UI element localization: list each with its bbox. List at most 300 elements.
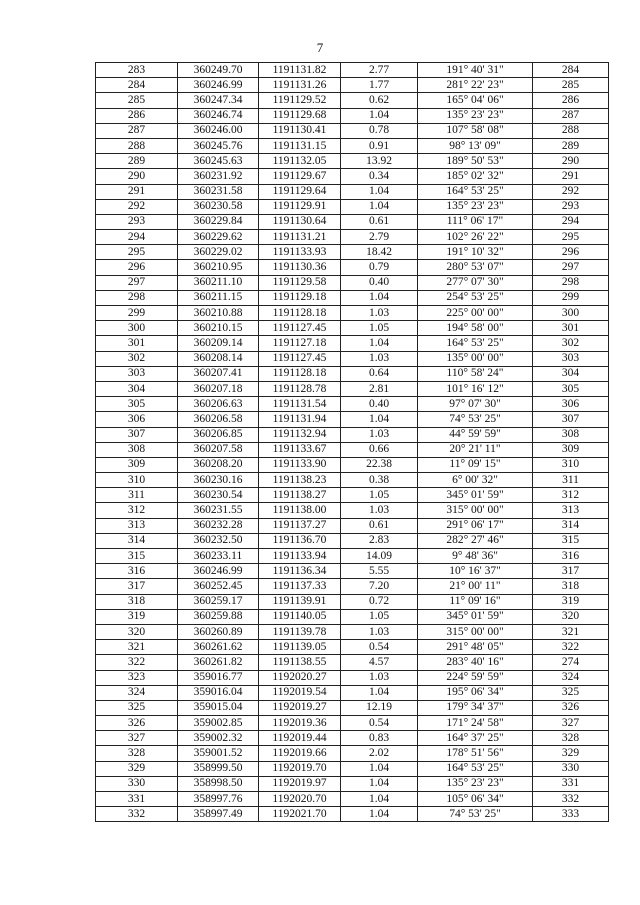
point-number-cell: 283 <box>96 63 178 78</box>
bearing-cell: 185° 02' 32" <box>418 169 533 184</box>
y-coordinate-cell: 1191138.55 <box>259 655 341 670</box>
bearing-cell: 164° 37' 25" <box>418 731 533 746</box>
bearing-cell: 282° 27' 46" <box>418 533 533 548</box>
next-point-cell: 322 <box>533 640 609 655</box>
table-row <box>96 655 609 670</box>
y-coordinate-cell: 1192019.36 <box>259 716 341 731</box>
bearing-cell: 164° 53' 25" <box>418 184 533 199</box>
point-number-cell: 310 <box>96 473 178 488</box>
table-row <box>96 442 609 457</box>
bearing-cell: 315° 00' 00" <box>418 503 533 518</box>
point-number-cell: 308 <box>96 442 178 457</box>
y-coordinate-cell: 1191128.78 <box>259 381 341 396</box>
table-row <box>96 761 609 776</box>
x-coordinate-cell: 360249.70 <box>178 63 259 78</box>
table-row <box>96 245 609 260</box>
distance-cell: 2.83 <box>341 533 418 548</box>
distance-cell: 0.83 <box>341 731 418 746</box>
y-coordinate-cell: 1192020.27 <box>259 670 341 685</box>
next-point-cell: 319 <box>533 594 609 609</box>
y-coordinate-cell: 1191131.94 <box>259 412 341 427</box>
distance-cell: 2.81 <box>341 381 418 396</box>
y-coordinate-cell: 1191139.91 <box>259 594 341 609</box>
table-row <box>96 518 609 533</box>
distance-cell: 0.40 <box>341 275 418 290</box>
point-number-cell: 296 <box>96 260 178 275</box>
point-number-cell: 300 <box>96 321 178 336</box>
point-number-cell: 329 <box>96 761 178 776</box>
point-number-cell: 332 <box>96 807 178 822</box>
y-coordinate-cell: 1191127.45 <box>259 351 341 366</box>
bearing-cell: 164° 53' 25" <box>418 761 533 776</box>
next-point-cell: 310 <box>533 457 609 472</box>
x-coordinate-cell: 360232.50 <box>178 533 259 548</box>
point-number-cell: 328 <box>96 746 178 761</box>
distance-cell: 1.05 <box>341 609 418 624</box>
y-coordinate-cell: 1191128.18 <box>259 366 341 381</box>
bearing-cell: 178° 51' 56" <box>418 746 533 761</box>
y-coordinate-cell: 1191128.18 <box>259 306 341 321</box>
next-point-cell: 311 <box>533 473 609 488</box>
point-number-cell: 309 <box>96 457 178 472</box>
y-coordinate-cell: 1191133.94 <box>259 549 341 564</box>
point-number-cell: 321 <box>96 640 178 655</box>
bearing-cell: 135° 23' 23" <box>418 108 533 123</box>
point-number-cell: 298 <box>96 290 178 305</box>
next-point-cell: 312 <box>533 488 609 503</box>
table-row <box>96 321 609 336</box>
bearing-cell: 224° 59' 59" <box>418 670 533 685</box>
y-coordinate-cell: 1191133.67 <box>259 442 341 457</box>
table-row <box>96 488 609 503</box>
next-point-cell: 303 <box>533 351 609 366</box>
table-row <box>96 746 609 761</box>
table-row <box>96 351 609 366</box>
x-coordinate-cell: 360245.63 <box>178 154 259 169</box>
next-point-cell: 308 <box>533 427 609 442</box>
y-coordinate-cell: 1191129.18 <box>259 290 341 305</box>
x-coordinate-cell: 360206.58 <box>178 412 259 427</box>
distance-cell: 1.03 <box>341 351 418 366</box>
point-number-cell: 294 <box>96 230 178 245</box>
table-row <box>96 78 609 93</box>
distance-cell: 1.04 <box>341 199 418 214</box>
bearing-cell: 74° 53' 25" <box>418 412 533 427</box>
next-point-cell: 325 <box>533 685 609 700</box>
y-coordinate-cell: 1191133.93 <box>259 245 341 260</box>
table-row <box>96 776 609 791</box>
table-row <box>96 366 609 381</box>
y-coordinate-cell: 1192019.54 <box>259 685 341 700</box>
point-number-cell: 317 <box>96 579 178 594</box>
next-point-cell: 313 <box>533 503 609 518</box>
x-coordinate-cell: 358997.49 <box>178 807 259 822</box>
x-coordinate-cell: 360260.89 <box>178 624 259 639</box>
distance-cell: 12.19 <box>341 700 418 715</box>
x-coordinate-cell: 360261.82 <box>178 655 259 670</box>
coordinates-table <box>95 62 609 822</box>
point-number-cell: 311 <box>96 488 178 503</box>
table-row <box>96 230 609 245</box>
point-number-cell: 303 <box>96 366 178 381</box>
point-number-cell: 299 <box>96 306 178 321</box>
x-coordinate-cell: 358998.50 <box>178 776 259 791</box>
next-point-cell: 321 <box>533 624 609 639</box>
y-coordinate-cell: 1191131.21 <box>259 230 341 245</box>
y-coordinate-cell: 1191131.26 <box>259 78 341 93</box>
y-coordinate-cell: 1191129.91 <box>259 199 341 214</box>
next-point-cell: 315 <box>533 533 609 548</box>
point-number-cell: 316 <box>96 564 178 579</box>
bearing-cell: 10° 16' 37" <box>418 564 533 579</box>
next-point-cell: 302 <box>533 336 609 351</box>
distance-cell: 0.40 <box>341 397 418 412</box>
point-number-cell: 324 <box>96 685 178 700</box>
table-row <box>96 609 609 624</box>
bearing-cell: 191° 10' 32" <box>418 245 533 260</box>
bearing-cell: 74° 53' 25" <box>418 807 533 822</box>
next-point-cell: 286 <box>533 93 609 108</box>
point-number-cell: 306 <box>96 412 178 427</box>
bearing-cell: 345° 01' 59" <box>418 609 533 624</box>
bearing-cell: 101° 16' 12" <box>418 381 533 396</box>
y-coordinate-cell: 1191133.90 <box>259 457 341 472</box>
distance-cell: 1.04 <box>341 108 418 123</box>
y-coordinate-cell: 1191137.27 <box>259 518 341 533</box>
next-point-cell: 297 <box>533 260 609 275</box>
bearing-cell: 280° 53' 07" <box>418 260 533 275</box>
x-coordinate-cell: 360246.00 <box>178 123 259 138</box>
x-coordinate-cell: 360229.62 <box>178 230 259 245</box>
table-row <box>96 716 609 731</box>
next-point-cell: 306 <box>533 397 609 412</box>
y-coordinate-cell: 1191131.54 <box>259 397 341 412</box>
distance-cell: 7.20 <box>341 579 418 594</box>
next-point-cell: 331 <box>533 776 609 791</box>
next-point-cell: 327 <box>533 716 609 731</box>
distance-cell: 5.55 <box>341 564 418 579</box>
x-coordinate-cell: 360231.58 <box>178 184 259 199</box>
next-point-cell: 333 <box>533 807 609 822</box>
distance-cell: 1.04 <box>341 412 418 427</box>
y-coordinate-cell: 1191131.15 <box>259 138 341 153</box>
distance-cell: 0.61 <box>341 214 418 229</box>
distance-cell: 0.61 <box>341 518 418 533</box>
x-coordinate-cell: 360233.11 <box>178 549 259 564</box>
bearing-cell: 11° 09' 16" <box>418 594 533 609</box>
distance-cell: 0.72 <box>341 594 418 609</box>
bearing-cell: 9° 48' 36" <box>418 549 533 564</box>
y-coordinate-cell: 1191131.82 <box>259 63 341 78</box>
y-coordinate-cell: 1191127.18 <box>259 336 341 351</box>
bearing-cell: 110° 58' 24" <box>418 366 533 381</box>
distance-cell: 0.64 <box>341 366 418 381</box>
point-number-cell: 286 <box>96 108 178 123</box>
x-coordinate-cell: 359015.04 <box>178 700 259 715</box>
bearing-cell: 315° 00' 00" <box>418 624 533 639</box>
next-point-cell: 296 <box>533 245 609 260</box>
next-point-cell: 309 <box>533 442 609 457</box>
next-point-cell: 299 <box>533 290 609 305</box>
x-coordinate-cell: 360211.15 <box>178 290 259 305</box>
point-number-cell: 301 <box>96 336 178 351</box>
point-number-cell: 314 <box>96 533 178 548</box>
next-point-cell: 329 <box>533 746 609 761</box>
point-number-cell: 325 <box>96 700 178 715</box>
bearing-cell: 189° 50' 53" <box>418 154 533 169</box>
y-coordinate-cell: 1191136.70 <box>259 533 341 548</box>
x-coordinate-cell: 360229.02 <box>178 245 259 260</box>
point-number-cell: 304 <box>96 381 178 396</box>
x-coordinate-cell: 360208.20 <box>178 457 259 472</box>
table-row <box>96 184 609 199</box>
table-row <box>96 533 609 548</box>
bearing-cell: 135° 23' 23" <box>418 199 533 214</box>
table-row <box>96 154 609 169</box>
next-point-cell: 291 <box>533 169 609 184</box>
x-coordinate-cell: 360246.99 <box>178 564 259 579</box>
distance-cell: 0.66 <box>341 442 418 457</box>
y-coordinate-cell: 1191129.67 <box>259 169 341 184</box>
bearing-cell: 283° 40' 16" <box>418 655 533 670</box>
y-coordinate-cell: 1191136.34 <box>259 564 341 579</box>
bearing-cell: 291° 06' 17" <box>418 518 533 533</box>
point-number-cell: 293 <box>96 214 178 229</box>
table-row <box>96 214 609 229</box>
bearing-cell: 291° 48' 05" <box>418 640 533 655</box>
x-coordinate-cell: 360207.41 <box>178 366 259 381</box>
bearing-cell: 345° 01' 59" <box>418 488 533 503</box>
point-number-cell: 327 <box>96 731 178 746</box>
table-row <box>96 169 609 184</box>
distance-cell: 1.04 <box>341 184 418 199</box>
bearing-cell: 11° 09' 15" <box>418 457 533 472</box>
x-coordinate-cell: 360206.85 <box>178 427 259 442</box>
next-point-cell: 300 <box>533 306 609 321</box>
distance-cell: 1.05 <box>341 488 418 503</box>
bearing-cell: 107° 58' 08" <box>418 123 533 138</box>
point-number-cell: 295 <box>96 245 178 260</box>
y-coordinate-cell: 1192019.70 <box>259 761 341 776</box>
table-row <box>96 260 609 275</box>
distance-cell: 0.79 <box>341 260 418 275</box>
x-coordinate-cell: 360259.17 <box>178 594 259 609</box>
x-coordinate-cell: 360246.99 <box>178 78 259 93</box>
x-coordinate-cell: 360206.63 <box>178 397 259 412</box>
y-coordinate-cell: 1191129.64 <box>259 184 341 199</box>
point-number-cell: 305 <box>96 397 178 412</box>
bearing-cell: 277° 07' 30" <box>418 275 533 290</box>
point-number-cell: 322 <box>96 655 178 670</box>
next-point-cell: 301 <box>533 321 609 336</box>
table-row <box>96 336 609 351</box>
bearing-cell: 281° 22' 23" <box>418 78 533 93</box>
y-coordinate-cell: 1192020.70 <box>259 792 341 807</box>
distance-cell: 1.04 <box>341 685 418 700</box>
y-coordinate-cell: 1191130.64 <box>259 214 341 229</box>
distance-cell: 13.92 <box>341 154 418 169</box>
distance-cell: 1.04 <box>341 336 418 351</box>
next-point-cell: 284 <box>533 63 609 78</box>
x-coordinate-cell: 359002.32 <box>178 731 259 746</box>
distance-cell: 14.09 <box>341 549 418 564</box>
point-number-cell: 331 <box>96 792 178 807</box>
x-coordinate-cell: 360245.76 <box>178 138 259 153</box>
table-row <box>96 397 609 412</box>
x-coordinate-cell: 360208.14 <box>178 351 259 366</box>
x-coordinate-cell: 359016.77 <box>178 670 259 685</box>
next-point-cell: 316 <box>533 549 609 564</box>
table-row <box>96 108 609 123</box>
distance-cell: 18.42 <box>341 245 418 260</box>
table-row <box>96 427 609 442</box>
bearing-cell: 6° 00' 32" <box>418 473 533 488</box>
point-number-cell: 288 <box>96 138 178 153</box>
table-row <box>96 306 609 321</box>
bearing-cell: 135° 23' 23" <box>418 776 533 791</box>
point-number-cell: 313 <box>96 518 178 533</box>
bearing-cell: 102° 26' 22" <box>418 230 533 245</box>
table-row <box>96 640 609 655</box>
table-row <box>96 807 609 822</box>
table-row <box>96 700 609 715</box>
bearing-cell: 191° 40' 31" <box>418 63 533 78</box>
x-coordinate-cell: 360246.74 <box>178 108 259 123</box>
point-number-cell: 290 <box>96 169 178 184</box>
table-row <box>96 503 609 518</box>
table-row <box>96 138 609 153</box>
point-number-cell: 326 <box>96 716 178 731</box>
x-coordinate-cell: 360261.62 <box>178 640 259 655</box>
x-coordinate-cell: 360211.10 <box>178 275 259 290</box>
table-row <box>96 549 609 564</box>
distance-cell: 1.03 <box>341 306 418 321</box>
point-number-cell: 302 <box>96 351 178 366</box>
next-point-cell: 332 <box>533 792 609 807</box>
bearing-cell: 135° 00' 00" <box>418 351 533 366</box>
y-coordinate-cell: 1191138.23 <box>259 473 341 488</box>
distance-cell: 1.04 <box>341 807 418 822</box>
table-row <box>96 685 609 700</box>
distance-cell: 0.54 <box>341 716 418 731</box>
bearing-cell: 164° 53' 25" <box>418 336 533 351</box>
y-coordinate-cell: 1191138.27 <box>259 488 341 503</box>
point-number-cell: 291 <box>96 184 178 199</box>
x-coordinate-cell: 359001.52 <box>178 746 259 761</box>
distance-cell: 1.04 <box>341 776 418 791</box>
y-coordinate-cell: 1191127.45 <box>259 321 341 336</box>
y-coordinate-cell: 1191132.05 <box>259 154 341 169</box>
x-coordinate-cell: 360230.58 <box>178 199 259 214</box>
x-coordinate-cell: 360231.55 <box>178 503 259 518</box>
distance-cell: 1.05 <box>341 321 418 336</box>
bearing-cell: 225° 00' 00" <box>418 306 533 321</box>
point-number-cell: 315 <box>96 549 178 564</box>
x-coordinate-cell: 360210.88 <box>178 306 259 321</box>
next-point-cell: 307 <box>533 412 609 427</box>
point-number-cell: 284 <box>96 78 178 93</box>
distance-cell: 0.62 <box>341 93 418 108</box>
bearing-cell: 111° 06' 17" <box>418 214 533 229</box>
table-row <box>96 123 609 138</box>
bearing-cell: 98° 13' 09" <box>418 138 533 153</box>
y-coordinate-cell: 1191139.05 <box>259 640 341 655</box>
bearing-cell: 20° 21' 11" <box>418 442 533 457</box>
x-coordinate-cell: 360207.58 <box>178 442 259 457</box>
bearing-cell: 254° 53' 25" <box>418 290 533 305</box>
distance-cell: 0.34 <box>341 169 418 184</box>
bearing-cell: 195° 06' 34" <box>418 685 533 700</box>
next-point-cell: 292 <box>533 184 609 199</box>
distance-cell: 1.04 <box>341 792 418 807</box>
next-point-cell: 289 <box>533 138 609 153</box>
table-row <box>96 199 609 214</box>
next-point-cell: 285 <box>533 78 609 93</box>
next-point-cell: 298 <box>533 275 609 290</box>
point-number-cell: 285 <box>96 93 178 108</box>
next-point-cell: 305 <box>533 381 609 396</box>
y-coordinate-cell: 1191140.05 <box>259 609 341 624</box>
next-point-cell: 288 <box>533 123 609 138</box>
bearing-cell: 97° 07' 30" <box>418 397 533 412</box>
x-coordinate-cell: 360230.16 <box>178 473 259 488</box>
next-point-cell: 328 <box>533 731 609 746</box>
point-number-cell: 292 <box>96 199 178 214</box>
bearing-cell: 105° 06' 34" <box>418 792 533 807</box>
next-point-cell: 304 <box>533 366 609 381</box>
table-row <box>96 564 609 579</box>
next-point-cell: 324 <box>533 670 609 685</box>
table-row <box>96 93 609 108</box>
point-number-cell: 312 <box>96 503 178 518</box>
point-number-cell: 289 <box>96 154 178 169</box>
y-coordinate-cell: 1192019.66 <box>259 746 341 761</box>
y-coordinate-cell: 1191130.41 <box>259 123 341 138</box>
table-row <box>96 594 609 609</box>
bearing-cell: 194° 58' 00" <box>418 321 533 336</box>
distance-cell: 1.03 <box>341 624 418 639</box>
next-point-cell: 274 <box>533 655 609 670</box>
next-point-cell: 330 <box>533 761 609 776</box>
y-coordinate-cell: 1191130.36 <box>259 260 341 275</box>
x-coordinate-cell: 360210.15 <box>178 321 259 336</box>
y-coordinate-cell: 1191129.68 <box>259 108 341 123</box>
y-coordinate-cell: 1191138.00 <box>259 503 341 518</box>
y-coordinate-cell: 1192019.97 <box>259 776 341 791</box>
next-point-cell: 290 <box>533 154 609 169</box>
bearing-cell: 21° 00' 11" <box>418 579 533 594</box>
next-point-cell: 294 <box>533 214 609 229</box>
distance-cell: 1.04 <box>341 761 418 776</box>
x-coordinate-cell: 360247.34 <box>178 93 259 108</box>
distance-cell: 1.77 <box>341 78 418 93</box>
point-number-cell: 319 <box>96 609 178 624</box>
x-coordinate-cell: 358997.76 <box>178 792 259 807</box>
bearing-cell: 165° 04' 06" <box>418 93 533 108</box>
point-number-cell: 323 <box>96 670 178 685</box>
table-row <box>96 412 609 427</box>
distance-cell: 0.91 <box>341 138 418 153</box>
bearing-cell: 44° 59' 59" <box>418 427 533 442</box>
distance-cell: 2.02 <box>341 746 418 761</box>
y-coordinate-cell: 1191132.94 <box>259 427 341 442</box>
x-coordinate-cell: 358999.50 <box>178 761 259 776</box>
coordinates-table-body <box>96 63 609 822</box>
distance-cell: 2.77 <box>341 63 418 78</box>
y-coordinate-cell: 1192019.27 <box>259 700 341 715</box>
x-coordinate-cell: 360231.92 <box>178 169 259 184</box>
y-coordinate-cell: 1191129.52 <box>259 93 341 108</box>
